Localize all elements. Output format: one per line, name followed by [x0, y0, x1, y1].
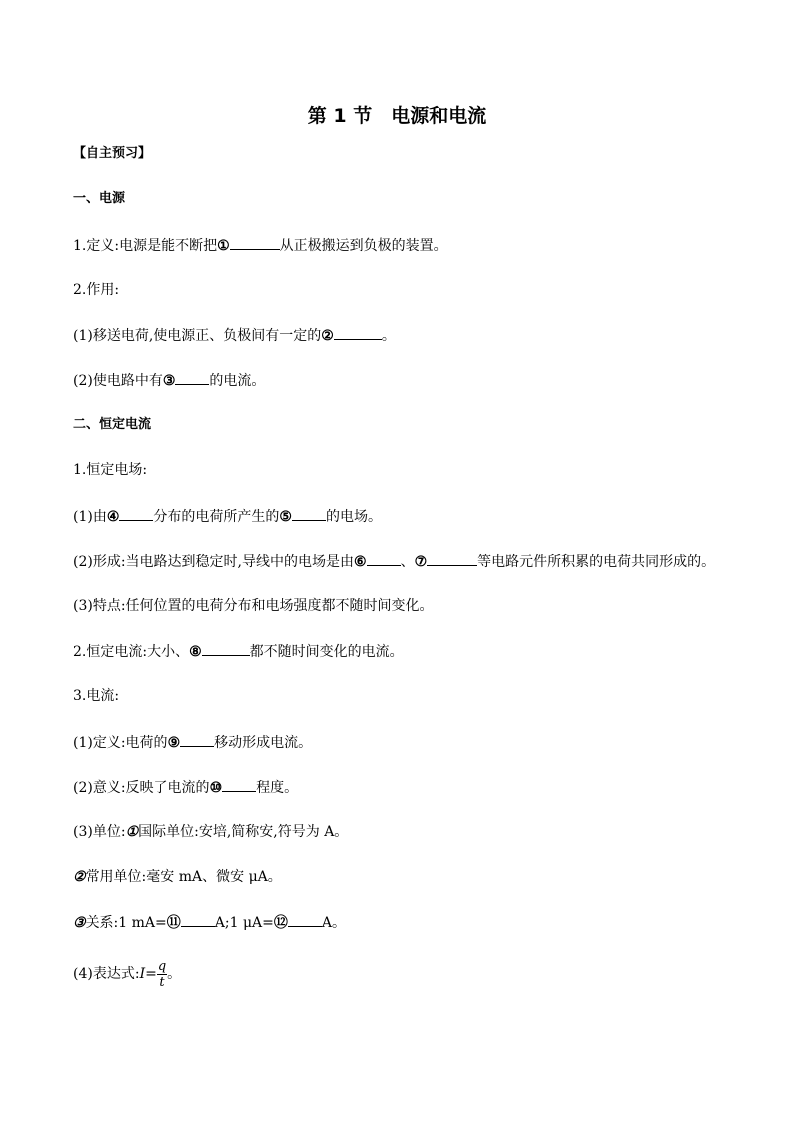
role-item-1	[73, 325, 396, 346]
definition-line	[73, 235, 448, 256]
blank-marker-4: ④	[106, 509, 120, 525]
current-heading: 3.电流:	[73, 688, 120, 704]
field-item-2-text: (2)形成:当电路达到稳定时,导线中的电场是由	[73, 554, 354, 570]
constant-current-line	[73, 641, 404, 662]
fill-blank-8[interactable]	[202, 641, 250, 656]
blank-marker-1: ①	[217, 238, 230, 254]
fill-blank-11[interactable]	[181, 912, 215, 927]
current-item-3b	[73, 867, 282, 887]
field-item-1-text: (1)由	[73, 509, 107, 525]
constant-current-text: 2.恒定电流:大小、	[73, 644, 190, 660]
field-item-1-mid: 分布的电荷所产生的	[153, 509, 280, 525]
current-item-3	[73, 822, 348, 842]
fill-blank-12[interactable]	[288, 912, 322, 927]
sub-marker-3: ③	[73, 915, 86, 931]
field-item-2	[73, 551, 715, 572]
role-item-2-tail: 的电流。	[209, 373, 266, 389]
current-item-3c-mid: A;1 μA=	[214, 915, 274, 931]
blank-marker-12: ⑫	[273, 915, 288, 931]
fill-blank-10[interactable]	[222, 777, 256, 792]
formula-fraction	[157, 959, 167, 990]
current-item-3b-text: 常用单位:毫安 mA、微安 μA。	[85, 869, 282, 885]
formula-equals: =	[145, 966, 157, 982]
heading-power-source: 一、电源	[73, 191, 126, 206]
blank-marker-11: ⑪	[166, 915, 181, 931]
current-item-4-tail: 。	[167, 966, 182, 982]
blank-marker-8: ⑧	[189, 644, 202, 660]
blank-marker-7: ⑦	[414, 554, 428, 570]
constant-current-tail: 都不随时间变化的电流。	[249, 644, 404, 660]
fraction-denominator: t	[159, 974, 165, 990]
field-item-2-mid: 、	[400, 554, 415, 570]
fill-blank-7[interactable]	[427, 551, 477, 566]
blank-marker-9: ⑨	[167, 735, 181, 751]
page-title: 第 1 节 电源和电流	[307, 105, 487, 127]
role-heading: 2.作用:	[73, 282, 120, 298]
current-item-4-text: (4)表达式:	[73, 966, 140, 982]
field-item-3: (3)特点:任何位置的电荷分布和电场强度都不随时间变化。	[73, 598, 434, 614]
blank-marker-2: ②	[321, 328, 334, 344]
current-item-1-tail: 移动形成电流。	[214, 735, 313, 751]
current-item-3c-tail: A。	[321, 915, 347, 931]
fill-blank-9[interactable]	[180, 732, 214, 747]
blank-marker-6: ⑥	[354, 554, 367, 570]
current-item-2	[73, 777, 298, 798]
fill-blank-1[interactable]	[230, 235, 280, 250]
field-item-1-tail: 的电场。	[325, 509, 382, 525]
field-item-1	[73, 506, 382, 527]
definition-text: 1.定义:电源是能不断把	[73, 238, 218, 254]
current-item-3c-text: 关系:1 mA=	[85, 915, 167, 931]
section-tag: 【自主预习】	[73, 146, 152, 161]
field-heading: 1.恒定电场:	[73, 462, 148, 478]
fill-blank-4[interactable]	[119, 506, 153, 521]
blank-marker-3: ③	[162, 373, 176, 389]
current-item-2-tail: 程度。	[256, 780, 299, 796]
fraction-numerator: q	[157, 958, 167, 974]
role-item-1-text: (1)移送电荷,使电源正、负极间有一定的	[73, 328, 322, 344]
role-item-1-tail: 。	[381, 328, 396, 344]
fill-blank-3[interactable]	[175, 370, 209, 385]
fill-blank-2[interactable]	[334, 325, 382, 340]
role-item-2	[73, 370, 265, 391]
fill-blank-5[interactable]	[292, 506, 326, 521]
current-item-4	[73, 958, 181, 990]
blank-marker-5: ⑤	[279, 509, 292, 525]
formula-variable: I	[139, 966, 146, 982]
role-item-2-text: (2)使电路中有	[73, 373, 163, 389]
sub-marker-2: ②	[73, 869, 86, 885]
current-item-1-text: (1)定义:电荷的	[73, 735, 168, 751]
blank-marker-10: ⑩	[209, 780, 223, 796]
current-item-3-text: (3)单位:	[73, 824, 126, 840]
definition-tail: 从正极搬运到负极的装置。	[279, 238, 448, 254]
field-item-2-tail: 等电路元件所积累的电荷共同形成的。	[477, 554, 716, 570]
current-item-1	[73, 732, 312, 753]
fill-blank-6[interactable]	[367, 551, 401, 566]
current-item-2-text: (2)意义:反映了电流的	[73, 780, 210, 796]
current-item-3-tail: 国际单位:安培,简称安,符号为 A。	[138, 824, 349, 840]
current-item-3c	[73, 912, 346, 933]
sub-marker-1: ①	[125, 824, 139, 840]
heading-constant-current: 二、恒定电流	[73, 417, 152, 432]
